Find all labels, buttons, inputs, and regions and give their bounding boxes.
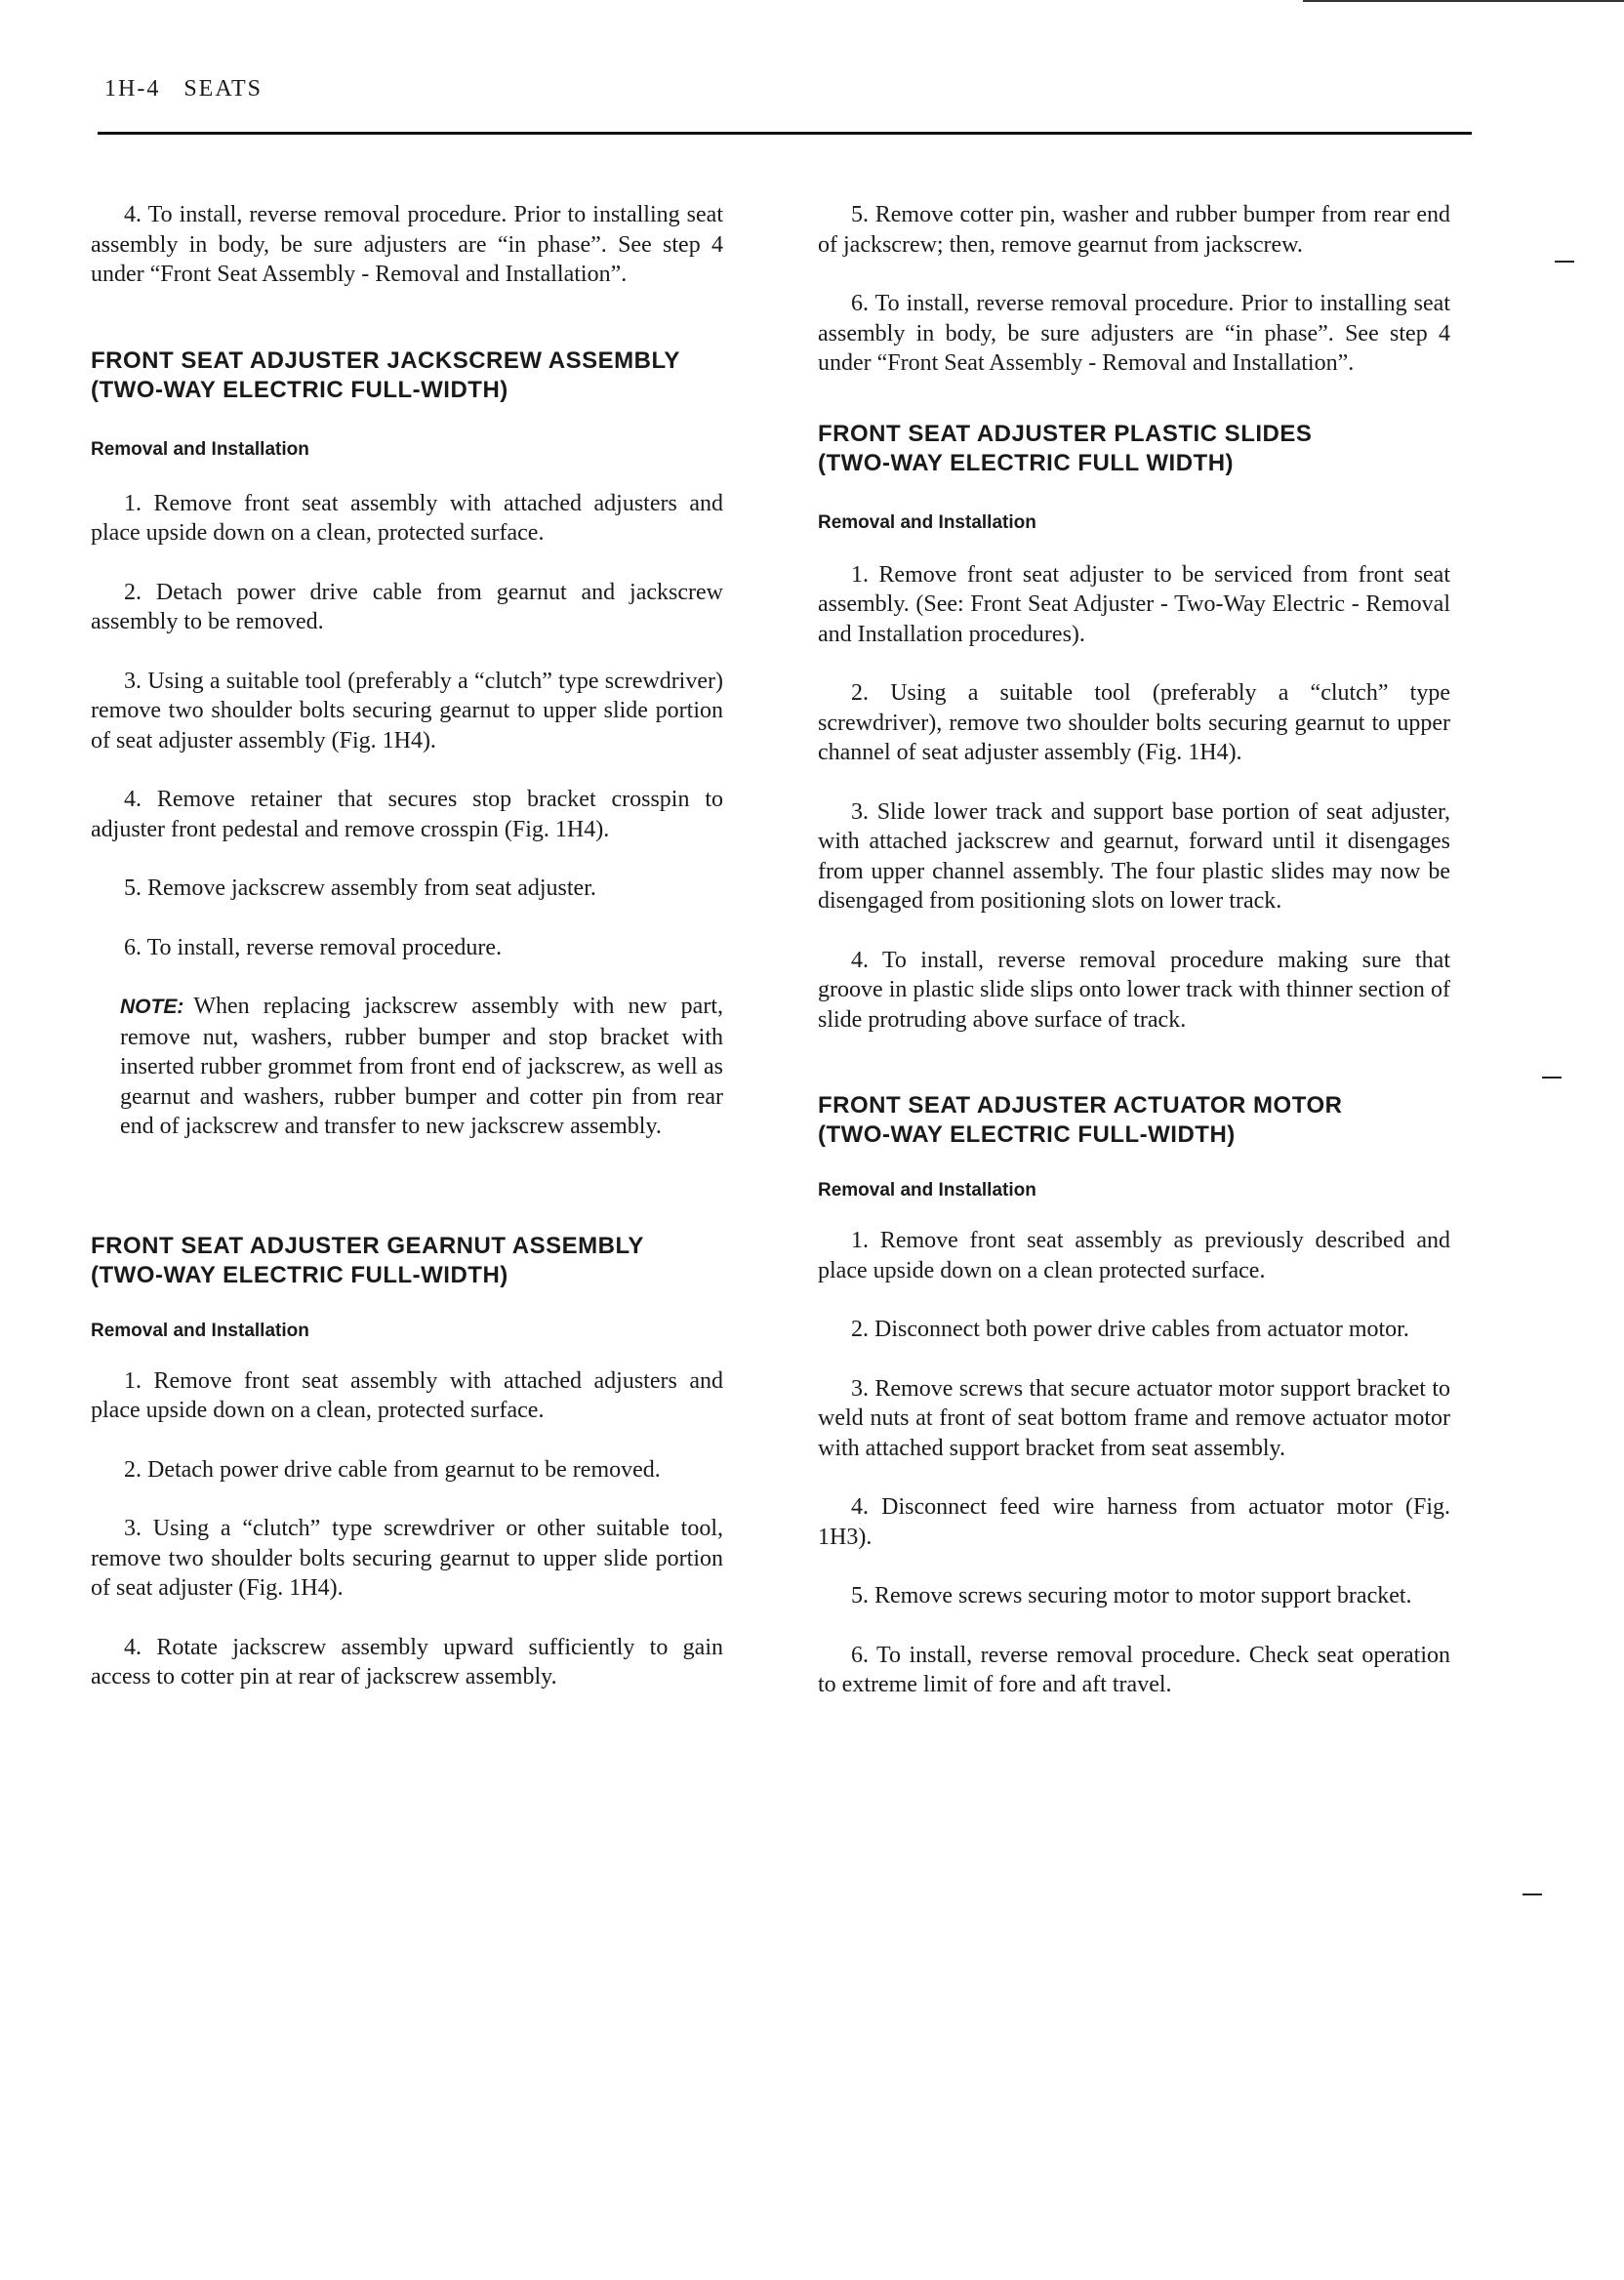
header-rule [98,132,1472,135]
jackscrew-step-3: 3. Using a suitable tool (preferably a “clutch” type screwdriver) remove two shoulder bolts securing gearnut to upper slide portion of seat adjuster assembly (Fig. 1H4). [91,668,723,753]
gearnut-title-line2: (TWO-WAY ELECTRIC FULL-WIDTH) [91,1261,508,1288]
motor-step-5: 5. Remove screws securing motor to motor support bracket. [851,1583,1412,1608]
slides-step-2: 2. Using a suitable tool (preferably a “clutch” type screwdriver), remove two shoulder bolts securing gearnut to upper channel of seat adjuster assembly (Fig. 1H4). [818,680,1450,765]
jackscrew-step-5: 5. Remove jackscrew assembly from seat adjuster. [124,875,596,901]
slides-subtitle: Removal and Installation [818,511,1036,533]
gearnut-step-5: 5. Remove cotter pin, washer and rubber bumper from rear end of jackscrew; then, remove gearnut from jackscrew. [818,202,1450,258]
revision-mark [1542,1077,1562,1079]
revision-mark [1555,261,1574,263]
slides-section-title [818,420,1450,478]
gearnut-step-4: 4. Rotate jackscrew assembly upward sufficiently to gain access to cotter pin at rear of jackscrew assembly. [91,1634,723,1690]
gearnut-step-2: 2. Detach power drive cable from gearnut to be removed. [124,1456,661,1483]
right-column [818,200,1450,1700]
motor-title-line1: FRONT SEAT ADJUSTER ACTUATOR MOTOR [818,1092,1343,1119]
gearnut-step-1: 1. Remove front seat assembly with attached adjusters and place upside down on a clean, protected surface. [91,1367,723,1423]
motor-section-title [818,1091,1450,1150]
jackscrew-step-4: 4. Remove retainer that secures stop bracket crosspin to adjuster front pedestal and remove crosspin (Fig. 1H4). [91,787,723,842]
motor-title-line2: (TWO-WAY ELECTRIC FULL-WIDTH) [818,1121,1236,1148]
jackscrew-step-2: 2. Detach power drive cable from gearnut and jackscrew assembly to be removed. [91,579,723,634]
running-head: 1H-4 SEATS [104,76,264,102]
slides-step-3: 3. Slide lower track and support base portion of seat adjuster, with attached jackscrew and gearnut, forward until it disengages from upper channel assembly. The four plastic slides may now be disengaged from positioning slots on lower track. [818,798,1450,914]
jackscrew-step-6: 6. To install, reverse removal procedure. [124,934,503,960]
motor-subtitle: Removal and Installation [818,1180,1036,1201]
jackscrew-title-line1: FRONT SEAT ADJUSTER JACKSCREW ASSEMBLY [91,346,680,374]
revision-mark [1522,1893,1542,1895]
gearnut-title-line1: FRONT SEAT ADJUSTER GEARNUT ASSEMBLY [91,1232,644,1259]
motor-step-3: 3. Remove screws that secure actuator motor support bracket to weld nuts at front of seat bottom frame and remove actuator motor with attached support bracket from seat assembly. [818,1375,1450,1461]
gearnut-subtitle: Removal and Installation [91,1320,309,1341]
jackscrew-subtitle: Removal and Installation [91,438,309,460]
jackscrew-step-1: 1. Remove front seat assembly with attached adjusters and place upside down on a clean, protected surface. [91,490,723,546]
note-text: When replacing jackscrew assembly with new part, remove nut, washers, rubber bumper and stop bracket with inserted rubber grommet from front end of jackscrew, as well as gearnut and washers, rubber bumper and cotter pin from rear end of jackscrew and transfer to new jackscrew assembly. [120,994,723,1139]
slides-step-1: 1. Remove front seat adjuster to be serviced from front seat assembly. (See: Front Seat Adjuster - Two-Way Electric - Removal and Installation procedures). [818,561,1450,647]
gearnut-step-4-install: 4. To install, reverse removal procedure. Prior to installing seat assembly in body, be sure adjusters are “in phase”. See step 4 under “Front Seat Assembly - Removal and Installation”. [91,202,723,287]
slides-title-line1: FRONT SEAT ADJUSTER PLASTIC SLIDES [818,420,1313,447]
jackscrew-title-line2: (TWO-WAY ELECTRIC FULL-WIDTH) [91,376,508,403]
gearnut-step-6: 6. To install, reverse removal procedure. Prior to installing seat assembly in body, be sure adjusters are “in phase”. See step 4 under “Front Seat Assembly - Removal and Installation”. [818,291,1450,376]
motor-step-6: 6. To install, reverse removal procedure. Check seat operation to extreme limit of fore and aft travel. [818,1642,1450,1697]
motor-step-4: 4. Disconnect feed wire harness from actuator motor (Fig. 1H3). [818,1494,1450,1550]
slides-step-4: 4. To install, reverse removal procedure making sure that groove in plastic slide slips onto lower track with thinner section of slide protruding above surface of track. [818,947,1450,1033]
gearnut-step-3: 3. Using a “clutch” type screwdriver or other suitable tool, remove two shoulder bolts securing gearnut to upper slide portion of seat adjuster (Fig. 1H4). [91,1516,723,1601]
jackscrew-note [120,992,723,1142]
gearnut-section-title [91,1232,723,1290]
top-right-rule [1303,0,1624,2]
slides-title-line2: (TWO-WAY ELECTRIC FULL WIDTH) [818,449,1235,476]
left-column [91,200,723,1692]
note-label: NOTE: [120,996,184,1018]
jackscrew-section-title [91,346,723,405]
motor-step-1: 1. Remove front seat assembly as previously described and place upside down on a clean protected surface. [818,1228,1450,1283]
motor-step-2: 2. Disconnect both power drive cables from actuator motor. [851,1317,1409,1342]
